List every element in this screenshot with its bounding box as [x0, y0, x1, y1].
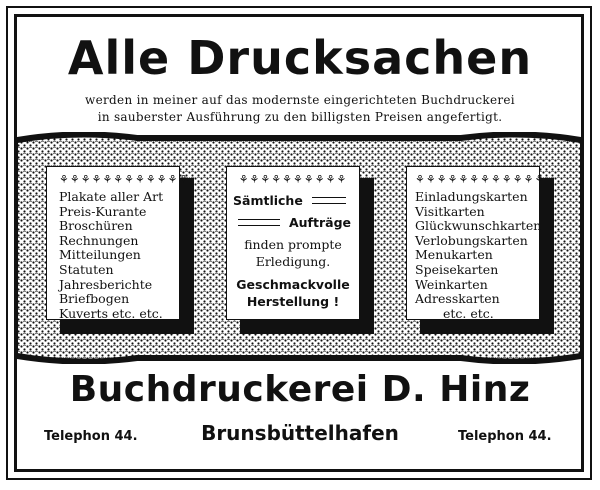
list-item: Jahresberichte	[59, 276, 153, 292]
list-item: Verlobungskarten	[415, 232, 528, 248]
headline: Alle Drucksachen	[67, 31, 533, 85]
left-product-list	[59, 190, 179, 321]
subtitle-line-1: werden in meiner auf das modernste eingerichteten Buchdruckerei	[85, 93, 515, 107]
left-card	[46, 166, 190, 321]
phone-left: Telephon 44.	[44, 429, 138, 444]
list-item: Glückwunschkarten	[415, 218, 542, 234]
list-item: Weinkarten	[415, 276, 488, 292]
list-item: Plakate aller Art	[59, 189, 164, 204]
list-item: etc. etc.	[443, 305, 494, 321]
place-name: Brunsbüttelhafen	[201, 421, 399, 445]
decorative-rule	[238, 219, 280, 226]
ornament-row: ⚘⚘⚘⚘⚘⚘⚘⚘⚘⚘⚘⚘	[59, 173, 190, 186]
list-item: Kuverts etc. etc.	[59, 305, 163, 321]
list-item: Broschüren	[59, 218, 133, 234]
company-name: Buchdruckerei D. Hinz	[69, 369, 531, 410]
list-item: Mitteilungen	[59, 247, 141, 263]
center-line-2: Aufträge	[288, 215, 351, 230]
list-item: Visitkarten	[415, 203, 485, 219]
ornament-row: ⚘⚘⚘⚘⚘⚘⚘⚘⚘⚘	[238, 173, 348, 186]
decorative-rule	[312, 197, 346, 204]
list-item: Speisekarten	[415, 261, 499, 277]
center-line-3: finden prompte	[244, 237, 342, 252]
list-item: Rechnungen	[59, 232, 139, 248]
ornament-row: ⚘⚘⚘⚘⚘⚘⚘⚘⚘⚘⚘⚘	[415, 173, 546, 186]
subtitle-line-2: in sauberster Ausführung zu den billigsten Preisen angefertigt.	[97, 110, 503, 124]
center-line-6: Herstellung !	[246, 294, 340, 309]
center-line-5: Geschmackvolle	[236, 277, 350, 292]
list-item: Preis-Kurante	[59, 203, 147, 219]
list-item: Einladungskarten	[415, 189, 528, 204]
list-item: Briefbogen	[59, 291, 130, 307]
center-line-1: Sämtliche	[233, 193, 303, 208]
center-line-4: Erledigung.	[255, 254, 331, 269]
list-item: Statuten	[59, 261, 114, 277]
right-product-list	[415, 189, 542, 321]
phone-right: Telephon 44.	[458, 429, 552, 444]
center-card	[226, 166, 360, 320]
list-item: Menukarten	[415, 247, 493, 263]
right-card	[406, 166, 546, 321]
list-item: Adresskarten	[415, 291, 500, 307]
